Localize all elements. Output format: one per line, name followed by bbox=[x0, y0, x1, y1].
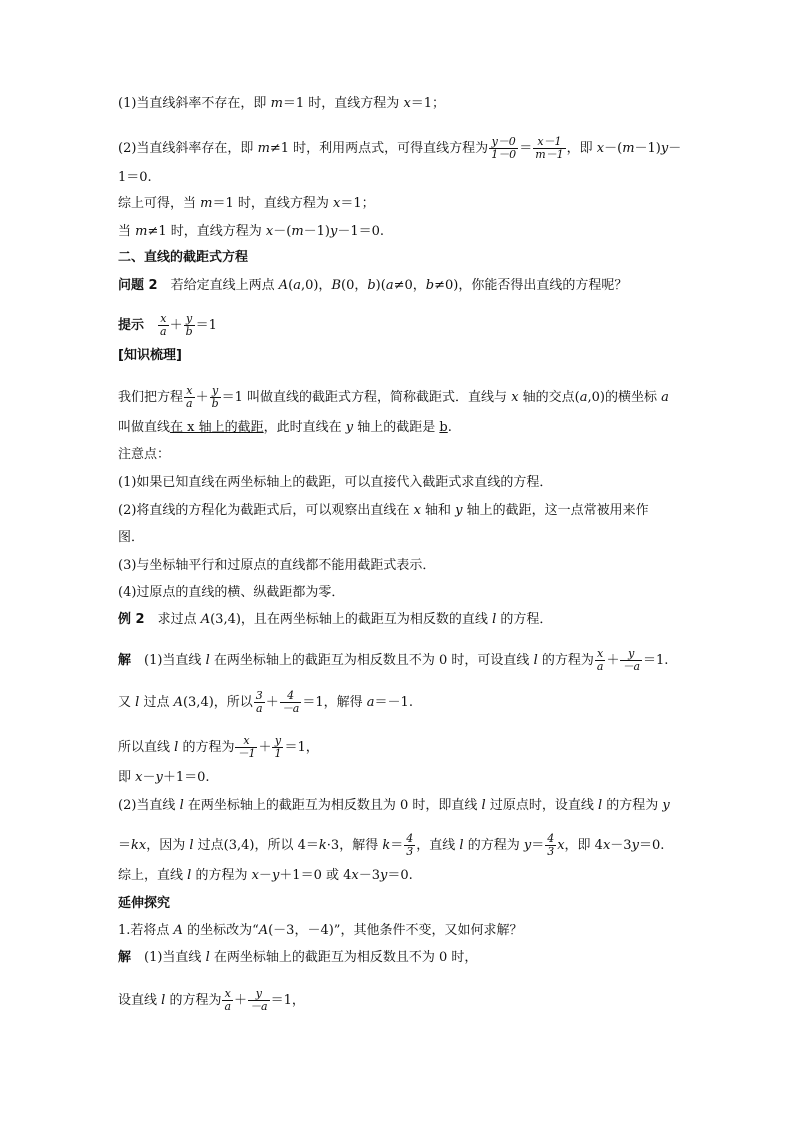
text-run: 过点(3,4)，所以 4＝ bbox=[193, 838, 319, 853]
text-line bbox=[118, 196, 375, 212]
fraction bbox=[184, 313, 195, 338]
text-run: 1.若将点 bbox=[118, 923, 174, 938]
text-run: ，因为 bbox=[146, 838, 190, 853]
text-run: 过原点时，设直线 bbox=[485, 798, 598, 813]
text-run: ，即 bbox=[566, 141, 597, 156]
text-line bbox=[118, 558, 435, 574]
text-run: 的方程． bbox=[496, 612, 553, 627]
text-run: ＝1 时，直线方程为 bbox=[282, 96, 404, 111]
math-variable: l bbox=[459, 838, 464, 853]
math-variable: A bbox=[258, 923, 269, 938]
fraction bbox=[533, 136, 565, 161]
math-variable: l bbox=[174, 740, 179, 755]
text-run: 即 bbox=[118, 770, 136, 785]
text-run: ＝1； bbox=[410, 96, 446, 111]
math-variable: y bbox=[271, 868, 280, 883]
fraction-denominator: －a bbox=[250, 1000, 268, 1013]
fraction-numerator: y－0 bbox=[489, 136, 518, 149]
text-run: ≠0)，你能否得出直线的方程呢？ bbox=[434, 278, 628, 293]
math-variable: l bbox=[189, 838, 194, 853]
math-variable: m bbox=[257, 141, 270, 156]
text-run: 设直线 bbox=[118, 993, 162, 1008]
fraction-numerator: y bbox=[248, 988, 270, 1001]
text-run: －1) bbox=[303, 224, 330, 239]
fraction bbox=[222, 988, 233, 1013]
math-variable: l bbox=[533, 653, 538, 668]
text-run: 的方程为 bbox=[602, 798, 663, 813]
text-run: 的方程为 bbox=[463, 838, 524, 853]
text-run: 在两坐标轴上的截距互为相反数且为 0 时，即直线 bbox=[183, 798, 482, 813]
text-run: 轴和 bbox=[420, 503, 456, 518]
fraction-numerator: 3 bbox=[255, 689, 263, 702]
text-line bbox=[118, 348, 182, 364]
text-run: 在两坐标轴上的截距互为相反数且不为 0 时， bbox=[209, 950, 478, 965]
text-run: ＋ bbox=[258, 740, 272, 755]
math-variable: y bbox=[345, 420, 354, 435]
fraction bbox=[235, 735, 257, 760]
text-run: 注意点： bbox=[118, 447, 171, 462]
fraction-numerator: 4 bbox=[406, 832, 414, 845]
fraction bbox=[620, 648, 642, 673]
math-variable: m bbox=[291, 224, 304, 239]
math-variable: x bbox=[602, 838, 611, 853]
math-variable: x bbox=[333, 196, 341, 211]
text-run: －1) bbox=[634, 141, 661, 156]
text-run: ＝1. bbox=[643, 653, 669, 668]
text-line bbox=[118, 503, 649, 519]
fraction-denominator: 1 bbox=[274, 747, 282, 760]
text-run: ,0)， bbox=[300, 278, 332, 293]
text-line bbox=[118, 447, 170, 463]
fraction bbox=[210, 385, 221, 410]
text-run: . bbox=[447, 420, 452, 435]
text-line bbox=[118, 224, 384, 240]
text-run: －( bbox=[273, 224, 292, 239]
fraction-denominator: 1－0 bbox=[491, 148, 517, 161]
math-variable: x bbox=[135, 770, 143, 785]
text-run: ＋ bbox=[195, 390, 209, 405]
text-run: 的方程为 bbox=[537, 653, 594, 668]
text-line bbox=[118, 770, 210, 786]
math-variable: k bbox=[382, 838, 391, 853]
text-line bbox=[118, 612, 552, 628]
bold-label: 二、直线的截距式方程 bbox=[118, 250, 249, 265]
math-variable: a bbox=[385, 278, 394, 293]
bold-label: 例 2 bbox=[118, 612, 145, 627]
underlined-answer: 在 x 轴上的截距 bbox=[170, 420, 264, 435]
math-variable: k bbox=[318, 838, 327, 853]
bold-label: 提示 bbox=[118, 318, 145, 333]
fraction-denominator: a bbox=[160, 325, 167, 338]
text-run: ，即 4 bbox=[564, 838, 603, 853]
text-run: ≠1 时，直线方程为 bbox=[147, 224, 266, 239]
math-variable: m bbox=[270, 96, 283, 111]
math-variable: A bbox=[278, 278, 289, 293]
math-variable: b bbox=[367, 278, 376, 293]
text-line bbox=[118, 690, 413, 715]
math-variable: A bbox=[200, 612, 211, 627]
text-run: ＝1 叫做直线的截距式方程，简称截距式．直线与 bbox=[221, 390, 512, 405]
math-variable: a bbox=[366, 695, 375, 710]
text-run: (1)如果已知直线在两坐标轴上的截距，可以直接代入截距式求直线的方程． bbox=[118, 475, 553, 490]
bold-label: 问题 2 bbox=[118, 278, 158, 293]
text-run: 当 bbox=[118, 224, 136, 239]
text-line bbox=[118, 385, 669, 410]
text-run: (3,4)，所以 bbox=[182, 695, 253, 710]
text-run bbox=[144, 318, 157, 333]
fraction-numerator: y bbox=[210, 385, 221, 398]
fraction-numerator: x bbox=[235, 735, 257, 748]
fraction-denominator: 3 bbox=[547, 845, 555, 858]
math-variable: b bbox=[425, 278, 435, 293]
math-variable: y bbox=[662, 798, 670, 813]
text-run: (1)当直线 bbox=[131, 950, 206, 965]
fraction bbox=[280, 690, 302, 715]
math-variable: A bbox=[173, 695, 183, 710]
text-line bbox=[118, 313, 217, 338]
fraction-denominator: b bbox=[185, 325, 193, 338]
text-line bbox=[118, 923, 522, 939]
math-variable: l bbox=[492, 612, 497, 627]
text-run: ＝ bbox=[118, 838, 132, 853]
text-run: 过点 bbox=[139, 695, 174, 710]
math-variable: kx bbox=[131, 838, 147, 853]
math-variable: y bbox=[660, 141, 669, 156]
text-line bbox=[118, 988, 305, 1013]
fraction-numerator: x bbox=[222, 988, 233, 1001]
fraction bbox=[489, 136, 518, 161]
text-run: 的方程为 bbox=[191, 868, 252, 883]
text-run: 若给定直线上两点 bbox=[157, 278, 279, 293]
text-run: ＝1； bbox=[340, 196, 375, 211]
math-variable: y bbox=[631, 838, 639, 853]
text-run: 1＝0. bbox=[118, 170, 152, 185]
fraction bbox=[254, 690, 265, 715]
text-run: 叫做直线 bbox=[118, 420, 171, 435]
fraction bbox=[158, 313, 169, 338]
math-variable: l bbox=[597, 798, 603, 813]
math-variable: l bbox=[179, 798, 184, 813]
text-line bbox=[118, 278, 627, 294]
fraction-numerator: y bbox=[272, 735, 283, 748]
math-variable: x bbox=[557, 838, 565, 853]
text-line bbox=[118, 648, 668, 673]
text-line bbox=[118, 136, 681, 161]
text-line bbox=[118, 833, 664, 858]
math-variable: x bbox=[403, 96, 411, 111]
text-run: ＝1 bbox=[195, 318, 217, 333]
fraction-denominator: －1 bbox=[237, 747, 256, 760]
fraction-numerator: 4 bbox=[280, 690, 302, 703]
math-variable: a bbox=[579, 390, 588, 405]
math-variable: m bbox=[135, 224, 148, 239]
bold-label: 解 bbox=[118, 950, 132, 965]
text-run: 轴的交点( bbox=[518, 390, 580, 405]
text-run: 求过点 bbox=[144, 612, 201, 627]
fraction bbox=[404, 833, 415, 858]
text-run: ( bbox=[288, 278, 294, 293]
fraction-numerator: x bbox=[158, 313, 169, 326]
underlined-answer: b bbox=[439, 420, 448, 435]
math-variable: x bbox=[511, 390, 519, 405]
text-run: (2)当直线斜率存在，即 bbox=[118, 141, 258, 156]
fraction-denominator: －a bbox=[622, 660, 641, 673]
fraction-denominator: －a bbox=[281, 702, 300, 715]
text-run: (3,4)，且在两坐标轴上的截距互为相反数的直线 bbox=[210, 612, 493, 627]
text-run: (4)过原点的直线的横、纵截距都为零． bbox=[118, 585, 345, 600]
text-run: (－3，－4)”，其他条件不变，又如何求解？ bbox=[268, 923, 523, 938]
fraction bbox=[545, 833, 556, 858]
text-run: 又 bbox=[118, 695, 136, 710]
fraction-numerator: y bbox=[620, 648, 642, 661]
text-run: － bbox=[142, 770, 156, 785]
math-variable: a bbox=[293, 278, 301, 293]
text-run: (1)当直线斜率不存在，即 bbox=[118, 96, 271, 111]
math-variable: y bbox=[455, 503, 463, 518]
text-run: ＋ bbox=[169, 318, 183, 333]
math-variable: m bbox=[200, 196, 213, 211]
math-variable: l bbox=[187, 868, 192, 883]
math-variable: m bbox=[622, 141, 635, 156]
text-run: 轴上的截距，这一点常被用来作 bbox=[462, 503, 649, 518]
text-run: ，此时直线在 bbox=[263, 420, 346, 435]
math-variable: x bbox=[265, 224, 274, 239]
math-variable: x bbox=[251, 868, 259, 883]
text-run: 图． bbox=[118, 530, 145, 545]
math-variable: l bbox=[481, 798, 486, 813]
math-variable: y bbox=[380, 868, 388, 883]
math-variable: y bbox=[523, 838, 532, 853]
math-variable: B bbox=[331, 278, 341, 293]
text-run: ＋ bbox=[606, 653, 620, 668]
text-run: －3 bbox=[358, 868, 380, 883]
math-variable: x bbox=[413, 503, 421, 518]
text-run: ·3，解得 bbox=[326, 838, 383, 853]
text-run: 所以直线 bbox=[118, 740, 175, 755]
text-line bbox=[118, 420, 452, 436]
text-run: (2)将直线的方程化为截距式后，可以观察出直线在 bbox=[118, 503, 414, 518]
text-line bbox=[118, 868, 413, 884]
text-run: 在两坐标轴上的截距互为相反数且不为 0 时，可设直线 bbox=[209, 653, 534, 668]
text-line bbox=[118, 735, 319, 760]
math-variable: x bbox=[351, 868, 359, 883]
text-line bbox=[118, 96, 445, 112]
text-run: ＝1 时，直线方程为 bbox=[212, 196, 334, 211]
text-run: ＝ bbox=[519, 141, 533, 156]
math-variable: l bbox=[135, 695, 140, 710]
math-variable: a bbox=[661, 390, 669, 405]
bold-label: [知识梳理] bbox=[118, 348, 182, 363]
fraction bbox=[595, 648, 606, 673]
text-run: (3)与坐标轴平行和过原点的直线都不能用截距式表示． bbox=[118, 558, 436, 573]
text-run: ，直线 bbox=[416, 838, 460, 853]
fraction-denominator: a bbox=[224, 1000, 232, 1013]
text-run: ＋1＝0 或 4 bbox=[279, 868, 352, 883]
text-run: 轴上的截距是 bbox=[353, 420, 440, 435]
fraction-denominator: a bbox=[596, 660, 604, 673]
text-line bbox=[118, 250, 248, 266]
math-variable: A bbox=[173, 923, 183, 938]
fraction-numerator: 4 bbox=[547, 832, 555, 845]
text-line bbox=[118, 896, 170, 912]
math-variable: l bbox=[161, 993, 166, 1008]
text-run: － bbox=[258, 868, 272, 883]
fraction bbox=[184, 385, 195, 410]
text-run: 的方程为 bbox=[178, 740, 235, 755]
text-run: (1)当直线 bbox=[131, 653, 206, 668]
math-variable: x bbox=[596, 141, 605, 156]
bold-label: 延伸探究 bbox=[118, 896, 171, 911]
text-line bbox=[118, 798, 670, 814]
text-line bbox=[118, 475, 552, 491]
fraction-denominator: a bbox=[186, 397, 193, 410]
text-run: (0， bbox=[341, 278, 368, 293]
text-run: 的坐标改为“ bbox=[182, 923, 259, 938]
fraction bbox=[248, 988, 270, 1013]
fraction bbox=[272, 735, 283, 760]
math-variable: y bbox=[155, 770, 163, 785]
text-line bbox=[118, 170, 152, 186]
fraction-numerator: x－1 bbox=[533, 136, 565, 149]
text-run: ＝－1. bbox=[374, 695, 413, 710]
fraction-numerator: y bbox=[184, 313, 195, 326]
text-line bbox=[118, 950, 477, 966]
text-run: ＝ bbox=[531, 838, 545, 853]
text-run: ＋ bbox=[234, 993, 248, 1008]
fraction-denominator: a bbox=[256, 702, 263, 715]
math-variable: l bbox=[205, 950, 210, 965]
text-run: ＋1＝0. bbox=[162, 770, 210, 785]
text-run: －( bbox=[604, 141, 623, 156]
fraction-denominator: 3 bbox=[406, 845, 414, 858]
text-run: ＝ bbox=[390, 838, 404, 853]
text-run: (2)当直线 bbox=[118, 798, 180, 813]
text-run: ＝0. bbox=[387, 868, 413, 883]
text-run: ≠1 时，利用两点式，可得直线方程为 bbox=[269, 141, 489, 156]
text-run: － bbox=[668, 141, 682, 156]
text-line bbox=[118, 530, 144, 546]
text-run: ≠0， bbox=[393, 278, 426, 293]
text-line bbox=[118, 585, 344, 601]
text-run: －3 bbox=[610, 838, 632, 853]
text-run: 综上，直线 bbox=[118, 868, 188, 883]
math-variable: y bbox=[330, 224, 338, 239]
text-run: ＝1， bbox=[284, 740, 319, 755]
fraction-numerator: x bbox=[184, 385, 195, 398]
text-run: ＋ bbox=[265, 695, 279, 710]
fraction-denominator: b bbox=[211, 397, 219, 410]
text-run: ＝1， bbox=[270, 993, 305, 1008]
text-run: －1＝0. bbox=[337, 224, 385, 239]
text-run: )( bbox=[375, 278, 386, 293]
text-run: ＝1，解得 bbox=[302, 695, 367, 710]
text-run: ＝0. bbox=[638, 838, 665, 853]
text-run: ,0)的横坐标 bbox=[587, 390, 662, 405]
math-variable: l bbox=[205, 653, 210, 668]
fraction-denominator: m－1 bbox=[535, 148, 564, 161]
fraction-numerator: x bbox=[595, 648, 606, 661]
text-run: 的方程为 bbox=[165, 993, 222, 1008]
text-run: 我们把方程 bbox=[118, 390, 184, 405]
bold-label: 解 bbox=[118, 653, 132, 668]
text-run: 综上可得，当 bbox=[118, 196, 201, 211]
